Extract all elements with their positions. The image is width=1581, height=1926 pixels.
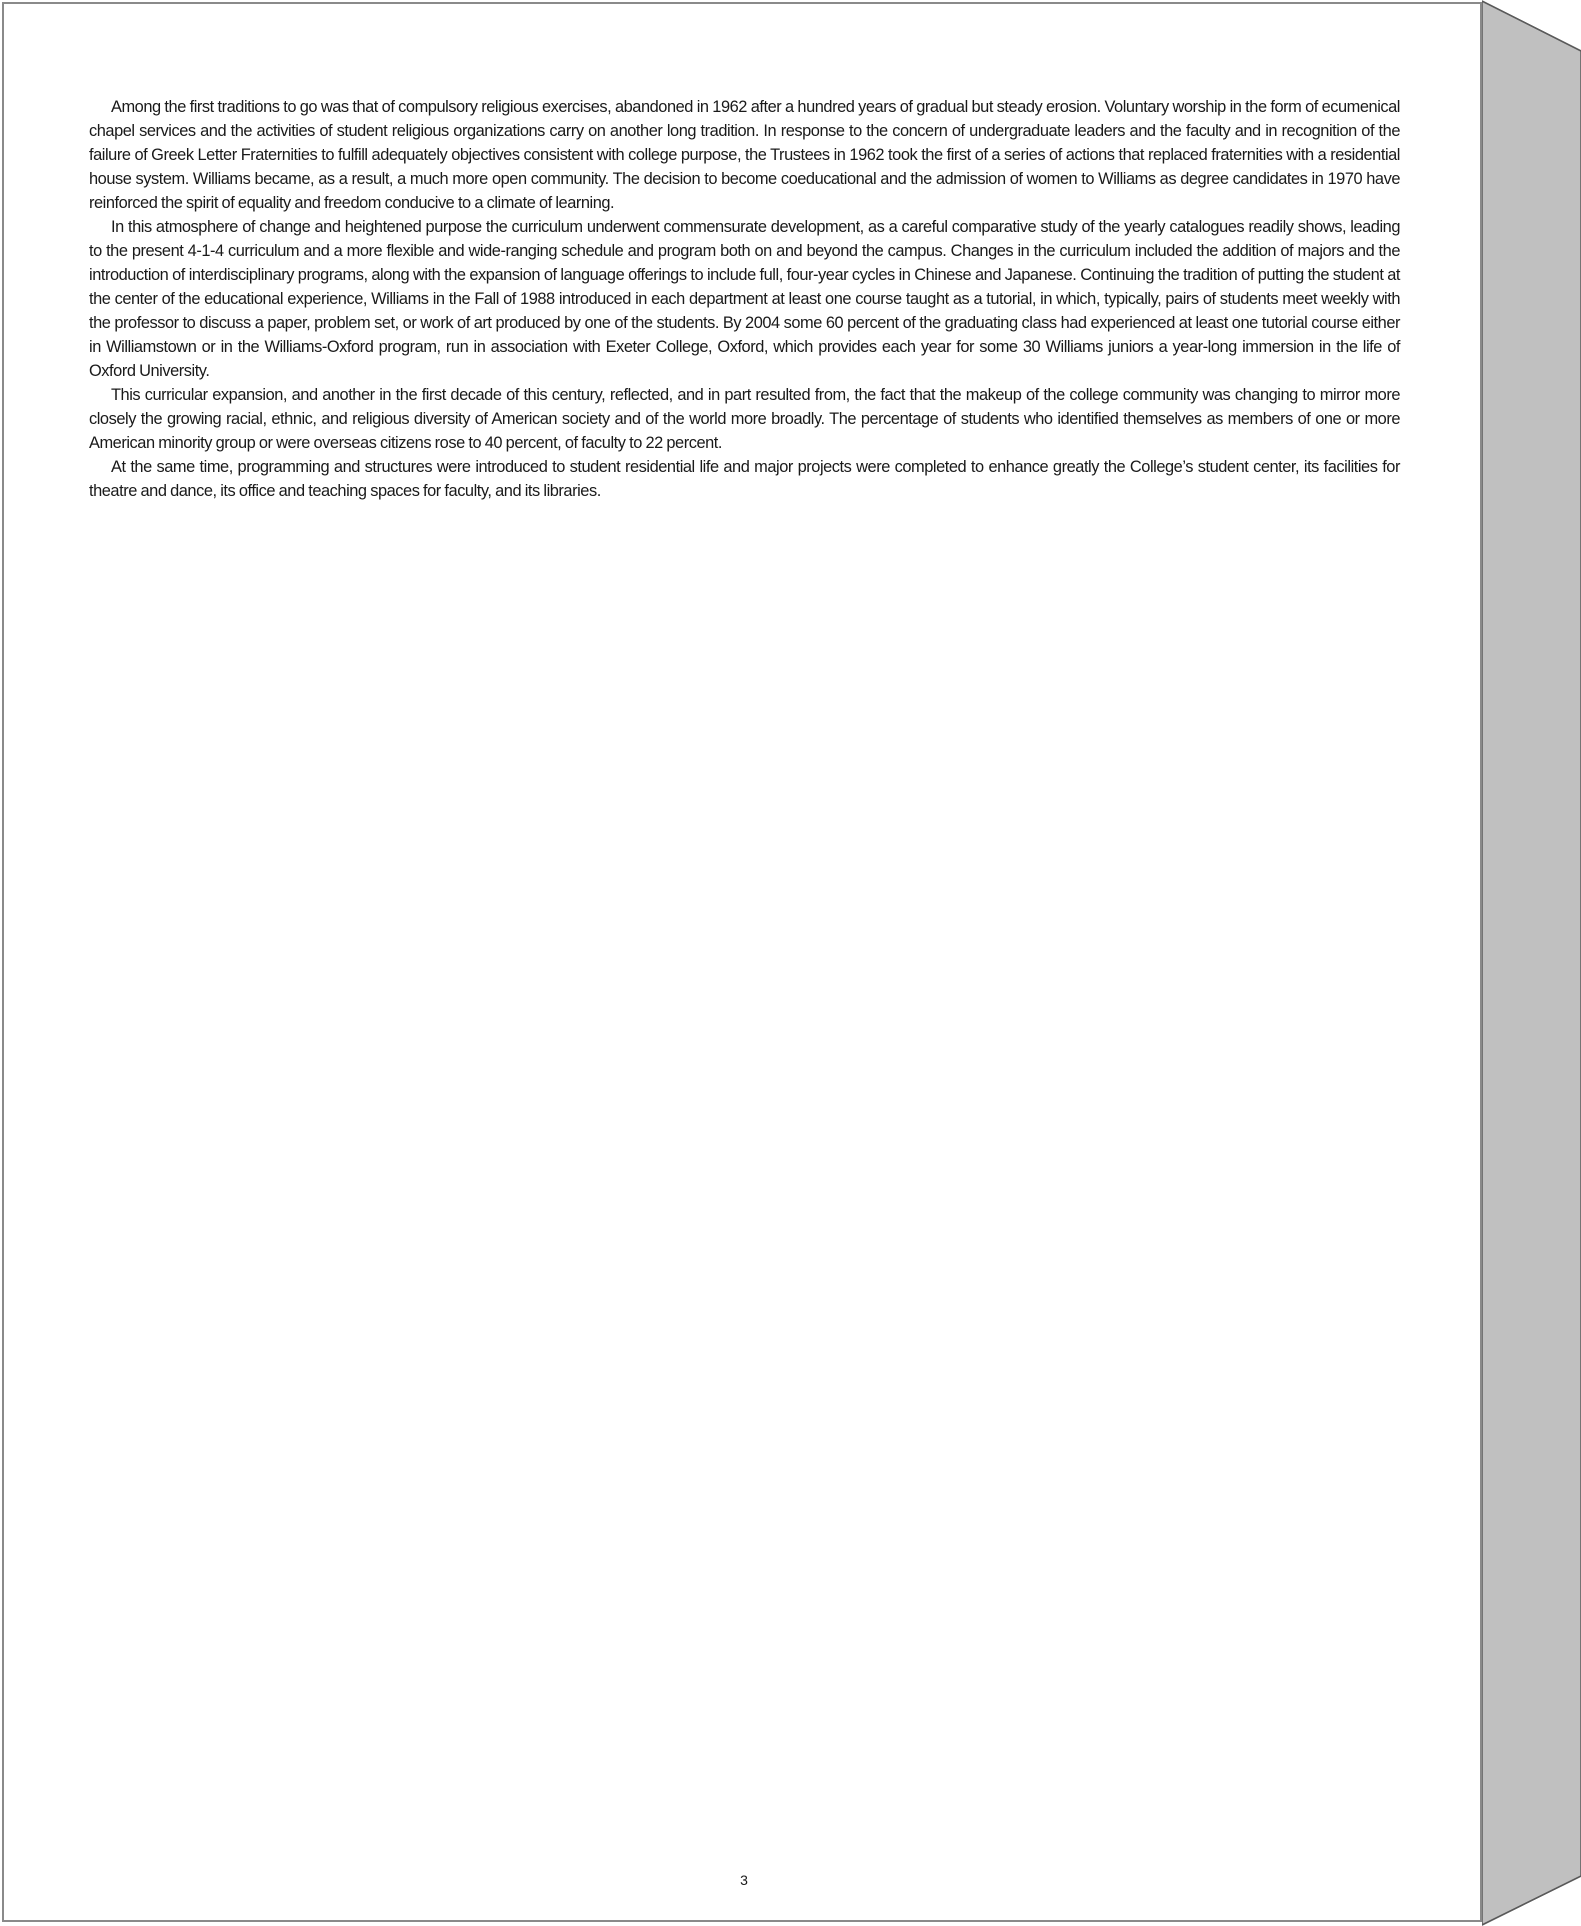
paragraph-1: Among the first traditions to go was that of compulsory religious exercises, abandoned in 1962 after a hundred years of gradual but steady erosion. Voluntary worship in the form of ecumenical chapel services and the activities of student religious organizations carry on another long tradition. In response to the concern of undergraduate leaders and the faculty and in recognition of the failure of Greek Letter Fraternities to fulfill adequately objectives consistent with college purpose, the Trustees in 1962 took the first of a series of actions that replaced fraternities with a residential house system. Williams became, as a result, a much more open community. The decision to become coeducational and the admission of women to Williams as degree candidates in 1970 have reinforced the spirit of equality and freedom conducive to a climate of learning. xyxy=(89,98,1400,212)
page-stack-edge xyxy=(1482,0,1581,1926)
page-content xyxy=(89,95,1400,503)
paragraph-3: This curricular expansion, and another in the first decade of this century, reflected, and in part resulted from, the fact that the makeup of the college community was changing to mirror more closely the growing racial, ethnic, and religious diversity of American society and of the world more broadly. The percentage of students who identified themselves as members of one or more American minority group or were overseas citizens rose to 40 percent, of faculty to 22 percent. xyxy=(89,386,1400,452)
page-number: 3 xyxy=(740,1872,748,1888)
paragraph-2: In this atmosphere of change and heightened purpose the curriculum underwent commensurate development, as a careful comparative study of the yearly catalogues readily shows, leading to the present 4-1-4 curriculum and a more flexible and wide-ranging schedule and program both on and beyond the campus. Changes in the curriculum included the addition of majors and the introduction of interdisciplinary programs, along with the expansion of language offerings to include full, four-year cycles in Chinese and Japanese. Continuing the tradition of putting the student at the center of the educational experience, Williams in the Fall of 1988 introduced in each department at least one course taught as a tutorial, in which, typically, pairs of students meet weekly with the professor to discuss a paper, problem set, or work of art produced by one of the students. By 2004 some 60 percent of the graduating class had experienced at least one tutorial course either in Williamstown or in the Williams-Oxford program, run in association with Exeter College, Oxford, which provides each year for some 30 Williams juniors a year-long immersion in the life of Oxford University. xyxy=(89,218,1400,380)
document-page xyxy=(2,2,1482,1922)
paragraph-4: At the same time, programming and structures were introduced to student residential life and major projects were completed to enhance greatly the College’s student center, its facilities for theatre and dance, its office and teaching spaces for faculty, and its libraries. xyxy=(89,458,1400,500)
page-edge-bevel xyxy=(1482,1,1581,1925)
